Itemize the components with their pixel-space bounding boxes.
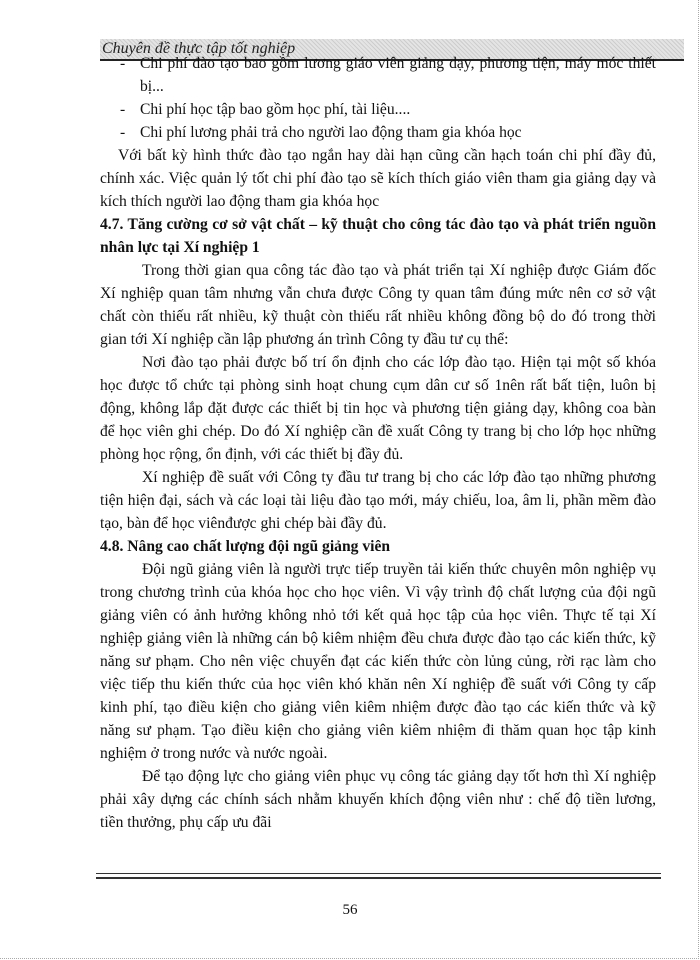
paragraph-cost-accounting: Với bất kỳ hình thức đào tạo ngắn hay dài hạn cũng cần hạch toán chi phí đầy đủ, chính xác. Việc quản lý tốt chi phí đào tạo sẽ kích thích giáo viên tham gia giảng dạy và kích thích người lao động tham gia khóa học	[100, 147, 656, 210]
paragraph-facilities-intro: Trong thời gian qua công tác đào tạo và phát triển tại Xí nghiệp được Giám đốc Xí nghiệp quan tâm nhưng vẫn chưa được Công ty quan tâm đúng mức nên cơ sở vật chất còn thiếu rất nhiều, kỹ thuật còn thiếu rất nhiều không đồng bộ do đó trong thời gian tới Xí nghiệp cần lập phương án trình Công ty đầu tư cụ thể:	[100, 262, 656, 348]
paragraph-lecturer-motivation: Để tạo động lực cho giảng viên phục vụ công tác giảng dạy tốt hơn thì Xí nghiệp phải xây dựng các chính sách nhằm khuyến khích động viên như : chế độ tiền lương, tiền thưởng, phụ cấp ưu đãi	[100, 768, 656, 831]
paragraph-training-location: Nơi đào tạo phải được bố trí ổn định cho các lớp đào tạo. Hiện tại một số khóa học được tổ chức tại phòng sinh hoạt chung cụm dân cư số 1nên rất bất tiện, luôn bị động, không lắp đặt được các thiết bị tin học và phương tiện giảng dạy, không coa bàn để học viên ghi chép. Do đó Xí nghiệp cần đề xuất Công ty trang bị cho lớp học những phòng học rộng, ổn định, với các thiết bị đầy đủ.	[100, 354, 656, 463]
bullet-item	[100, 52, 656, 98]
footer-rule	[96, 877, 661, 879]
bullet-item	[100, 98, 656, 121]
bullet-marker: -	[120, 55, 126, 72]
bullet-marker: -	[120, 124, 126, 141]
paragraph-equipment-proposal: Xí nghiệp đề suất với Công ty đầu tư trang bị cho các lớp đào tạo những phương tiện hiện đại, sách và các loại tài liệu đào tạo mới, máy chiếu, loa, âm li, phần mềm đào tạo, bàn để học viênđược ghi chép bài đầy đủ.	[100, 469, 656, 532]
bullet-item	[100, 121, 656, 144]
bullet-text: Chi phí lương phải trả cho người lao động tham gia khóa học	[140, 124, 522, 141]
page-number: 56	[342, 902, 358, 918]
bullet-text: Chi phí đào tạo bao gồm lương giáo viên giảng dạy, phương tiện, máy móc thiết bị...	[140, 55, 656, 95]
section-heading-4-8: 4.8. Nâng cao chất lượng đội ngũ giảng viên	[100, 538, 391, 555]
document-body	[100, 52, 656, 834]
section-heading-4-7: 4.7. Tăng cường cơ sở vật chất – kỹ thuật cho công tác đào tạo và phát triển nguồn nhân lực tại Xí nghiệp 1	[100, 216, 656, 256]
paragraph-lecturer-quality: Đội ngũ giảng viên là người trực tiếp truyền tải kiến thức chuyên môn nghiệp vụ trong chương trình của khóa học cho học viên. Vì vậy trình độ chất lượng của đội ngũ giảng viên có ảnh hưởng không nhỏ tới kết quả học tập của học viên. Thực tế tại Xí nghiệp giảng viên là những cán bộ kiêm nhiệm đều chưa được đào tạo các kiến thức, kỹ năng sư phạm. Cho nên việc chuyển đạt các kiến thức còn lủng củng, rời rạc làm cho việc tiếp thu kiến thức của học viên khó khăn nên Xí nghiệp đề suất với Công ty cấp kinh phí, tạo điều kiện cho giảng viên kiêm nhiệm được đào tạo các kiến thức và kỹ năng sư phạm. Tạo điều kiện cho giảng viên kiêm nhiệm đi thăm quan học tập kinh nghiệm ở trong nước và nước ngoài.	[100, 561, 656, 762]
bullet-marker: -	[120, 101, 126, 118]
footer-rule	[96, 873, 661, 874]
header-title: Chuyên đề thực tập tốt nghiệp	[102, 40, 296, 57]
bullet-text: Chi phí học tập bao gồm học phí, tài liệu....	[140, 101, 411, 118]
